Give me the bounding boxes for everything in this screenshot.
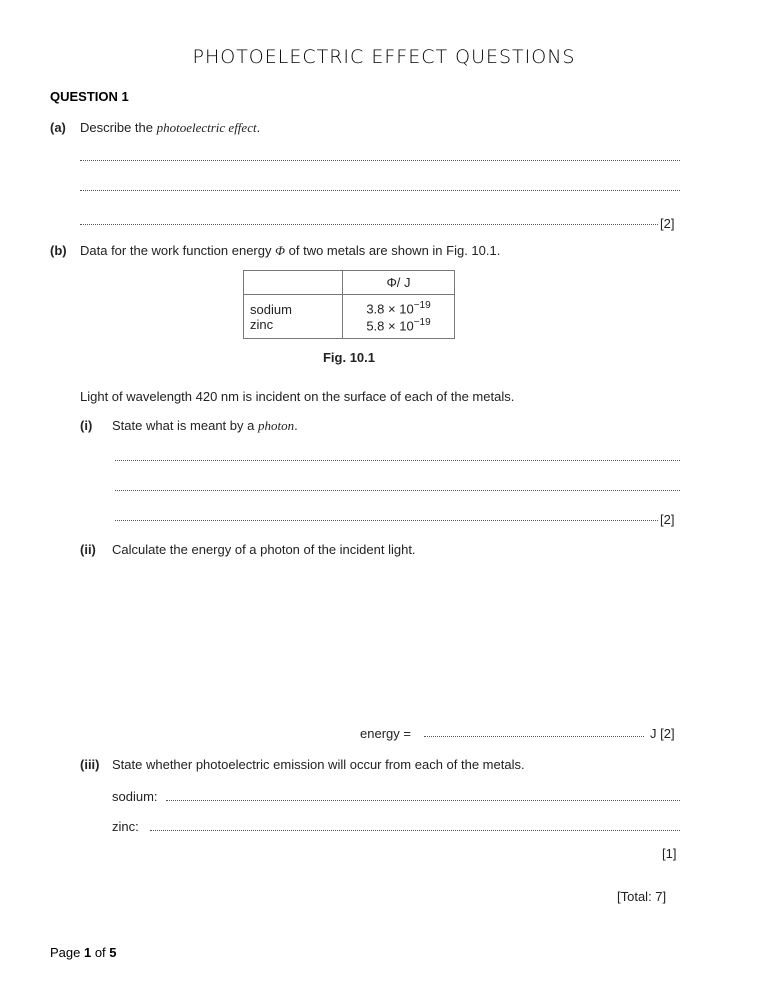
- metal: zinc: [244, 317, 343, 339]
- energy-unit: J [2]: [650, 726, 675, 741]
- answer-line[interactable]: [80, 224, 658, 225]
- question-heading: QUESTION 1: [50, 89, 129, 104]
- part-i-text: State what is meant by a photon.: [112, 418, 298, 433]
- mark: [1]: [662, 846, 677, 861]
- page-number: Page 1 of 5: [50, 945, 117, 960]
- part-iii-text: State whether photoelectric emission will occur from each of the metals.: [112, 757, 525, 772]
- part-i-label: (i): [80, 418, 93, 433]
- answer-line[interactable]: [115, 490, 680, 491]
- work-function-table: [243, 270, 455, 339]
- mark: [2]: [660, 512, 675, 527]
- part-b-text: Data for the work function energy Φ of two metals are shown in Fig. 10.1.: [80, 243, 501, 258]
- part-a-label: (a): [50, 120, 66, 135]
- intro-text: Light of wavelength 420 nm is incident on the surface of each of the metals.: [80, 389, 515, 404]
- answer-line[interactable]: [115, 520, 658, 521]
- mark: [2]: [660, 216, 675, 231]
- value: $3.8 \times 10^{-19}$: [343, 295, 455, 317]
- part-iii-label: (iii): [80, 757, 100, 772]
- metal: sodium: [244, 295, 343, 317]
- value: $5.8 \times 10^{-19}$: [343, 317, 455, 339]
- sodium-label: sodium:: [112, 789, 158, 804]
- figure-caption: Fig. 10.1: [322, 350, 376, 365]
- page-title: PHOTOELECTRIC EFFECT QUESTIONS: [192, 46, 576, 68]
- sodium-answer-line[interactable]: [166, 800, 680, 801]
- answer-line[interactable]: [80, 160, 680, 161]
- zinc-answer-line[interactable]: [150, 830, 680, 831]
- part-ii-text: Calculate the energy of a photon of the incident light.: [112, 542, 416, 557]
- part-ii-label: (ii): [80, 542, 96, 557]
- part-b-label: (b): [50, 243, 67, 258]
- answer-line[interactable]: [115, 460, 680, 461]
- part-a-text: Describe the photoelectric effect.: [80, 120, 261, 135]
- energy-label: energy =: [360, 726, 411, 741]
- energy-answer-line[interactable]: [424, 736, 644, 737]
- table-header: Φ/ J: [343, 271, 455, 295]
- answer-line[interactable]: [80, 190, 680, 191]
- total-mark: [Total: 7]: [617, 889, 667, 904]
- zinc-label: zinc:: [112, 819, 139, 834]
